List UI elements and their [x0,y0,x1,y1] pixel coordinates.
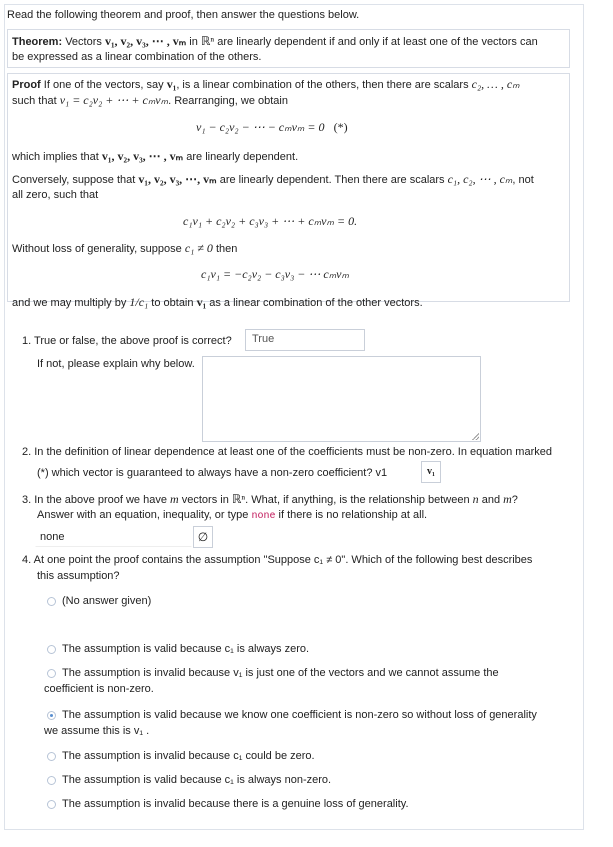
q4-option-radio-selected[interactable] [47,711,56,720]
proof-box [7,73,570,309]
q4-option-label[interactable]: The assumption is invalid because there is a genuine loss of generality. [62,798,409,810]
proof-text: to obtain [151,297,194,309]
q4-option-label-cont[interactable]: we assume this is v₁ . [44,725,150,737]
proof-text: which implies that [12,151,99,163]
q3-answer-preview: ∅ [193,526,213,548]
proof-line-7 [12,295,423,311]
q3-text: Answer with an equation, inequality, or type [37,509,249,521]
proof-math: v₁ [166,77,177,91]
proof-math: c₁, c₂, ⋯ , cₘ [447,172,513,186]
q3-math: n [472,492,479,506]
q4-option-radio[interactable] [47,776,56,785]
theorem-box [7,29,570,68]
resize-handle-icon[interactable] [472,433,479,440]
q4-option-label[interactable]: The assumption is valid because c₁ is always non-zero. [62,774,332,786]
proof-text: Conversely, suppose that [12,174,136,186]
q3-text: ? [511,494,518,506]
intro-text: Read the following theorem and proof, then answer the questions below. [7,9,360,21]
theorem-text: are linearly dependent if and only if at least one of the vectors can [217,36,538,48]
theorem-line-2: be expressed as a linear combination of the others. [12,51,262,63]
proof-text: are linearly dependent. Then there are scalars [219,174,445,186]
theorem-vectors: v₁, v₂, v₃, ⋯ , vₘ [104,34,187,48]
q4-option-label[interactable]: The assumption is invalid because c₁ could be zero. [62,750,315,762]
q4-option-radio[interactable] [47,800,56,809]
equation-star [196,120,348,136]
q4-option-label[interactable]: The assumption is invalid because v₁ is just one of the vectors and we cannot assume the [62,667,499,679]
q3-math: m [170,492,179,506]
proof-label: Proof [12,79,41,91]
question-1-text: 1. True or false, the above proof is correct? [22,335,232,347]
proof-text: such that [12,95,57,107]
q4-option-label-cont[interactable]: coefficient is non-zero. [44,683,154,695]
proof-text: then [216,243,238,255]
proof-line-5: all zero, such that [12,189,99,201]
q1-answer-input[interactable]: True [245,329,365,351]
equation-2-body: c₁v₁ + c₂v₂ + c₃v₃ + ⋯ + cₘvₘ = 0. [183,214,358,228]
proof-line-6 [12,241,237,257]
proof-text: . Rearranging, we obtain [168,95,288,107]
proof-line-2 [12,93,288,109]
q3-text: . What, if anything, is the relationship between [245,494,470,506]
proof-text: as a linear combination of the other vectors. [209,297,423,309]
equation-3 [201,267,349,283]
question-2-line-1: 2. In the definition of linear dependence at least one of the coefficients must be non-zero. In equation marked [22,446,552,458]
q3-code: none [251,511,276,522]
equation-3-body: c₁v₁ = −c₂v₂ − c₃v₃ − ⋯ cₘvₘ [201,267,349,281]
q3-text: and [481,494,501,506]
question-4-line-1: 4. At one point the proof contains the assumption "Suppose c₁ ≠ 0". Which of the following best describes [22,554,533,566]
q3-math: ℝⁿ [231,492,246,506]
theorem-label: Theorem: [12,36,63,48]
proof-math: c₂, … , cₘ [471,77,520,91]
q3-text: if there is no relationship at all. [278,509,428,521]
proof-text: and we may multiply by [12,297,127,309]
proof-math: v₁, v₂, v₃, ⋯, vₘ [138,172,217,186]
q4-option-radio[interactable] [47,752,56,761]
proof-line-1 [12,77,520,93]
proof-math: v₁ [196,295,207,309]
equation-star-tag: (*) [333,120,348,134]
q1-explanation-textarea[interactable] [202,356,481,442]
q4-option-label[interactable]: (No answer given) [62,595,152,607]
q3-text: vectors in [181,494,229,506]
theorem-line-1 [12,34,538,50]
proof-text: are linearly dependent. [186,151,299,163]
proof-text: , is a linear combination of the others, then there are scalars [176,79,469,91]
theorem-text: in [189,36,198,48]
q4-option-radio[interactable] [47,669,56,678]
equation-2 [183,214,357,230]
q4-option-radio[interactable] [47,645,56,654]
q3-math: m [503,492,512,506]
question-3-line-2 [37,507,427,525]
proof-math: v₁ = c₂v₂ + ⋯ + cₘvₘ [59,93,169,107]
q4-option-label[interactable]: The assumption is valid because we know one coefficient is non-zero so without loss of generality [62,709,537,721]
q4-option-radio[interactable] [47,597,56,606]
q2-answer-preview: v₁ [421,461,441,483]
equation-star-body: v₁ − c₂v₂ − ⋯ − cₘvₘ = 0 [196,120,325,134]
theorem-text: Vectors [65,36,102,48]
proof-math: 1/c₁ [129,295,149,309]
proof-line-4 [12,172,534,188]
proof-text: If one of the vectors, say [43,79,164,91]
proof-math: v₁, v₂, v₃, ⋯ , vₘ [101,149,184,163]
proof-math: c₁ ≠ 0 [184,241,213,255]
question-3-line-1 [22,491,518,508]
q3-text: 3. In the above proof we have [22,494,167,506]
proof-line-3 [12,149,298,165]
q4-option-label[interactable]: The assumption is valid because c₁ is always zero. [62,643,310,655]
theorem-space: ℝⁿ [200,34,215,48]
proof-text: Without loss of generality, suppose [12,243,182,255]
proof-text: , not [512,174,534,186]
question-4-line-2: this assumption? [37,570,120,582]
question-1-subtext: If not, please explain why below. [37,358,195,370]
question-2-line-2: (*) which vector is guaranteed to always have a non-zero coefficient? v1 [37,467,388,479]
q3-answer-input[interactable]: none [35,527,192,547]
